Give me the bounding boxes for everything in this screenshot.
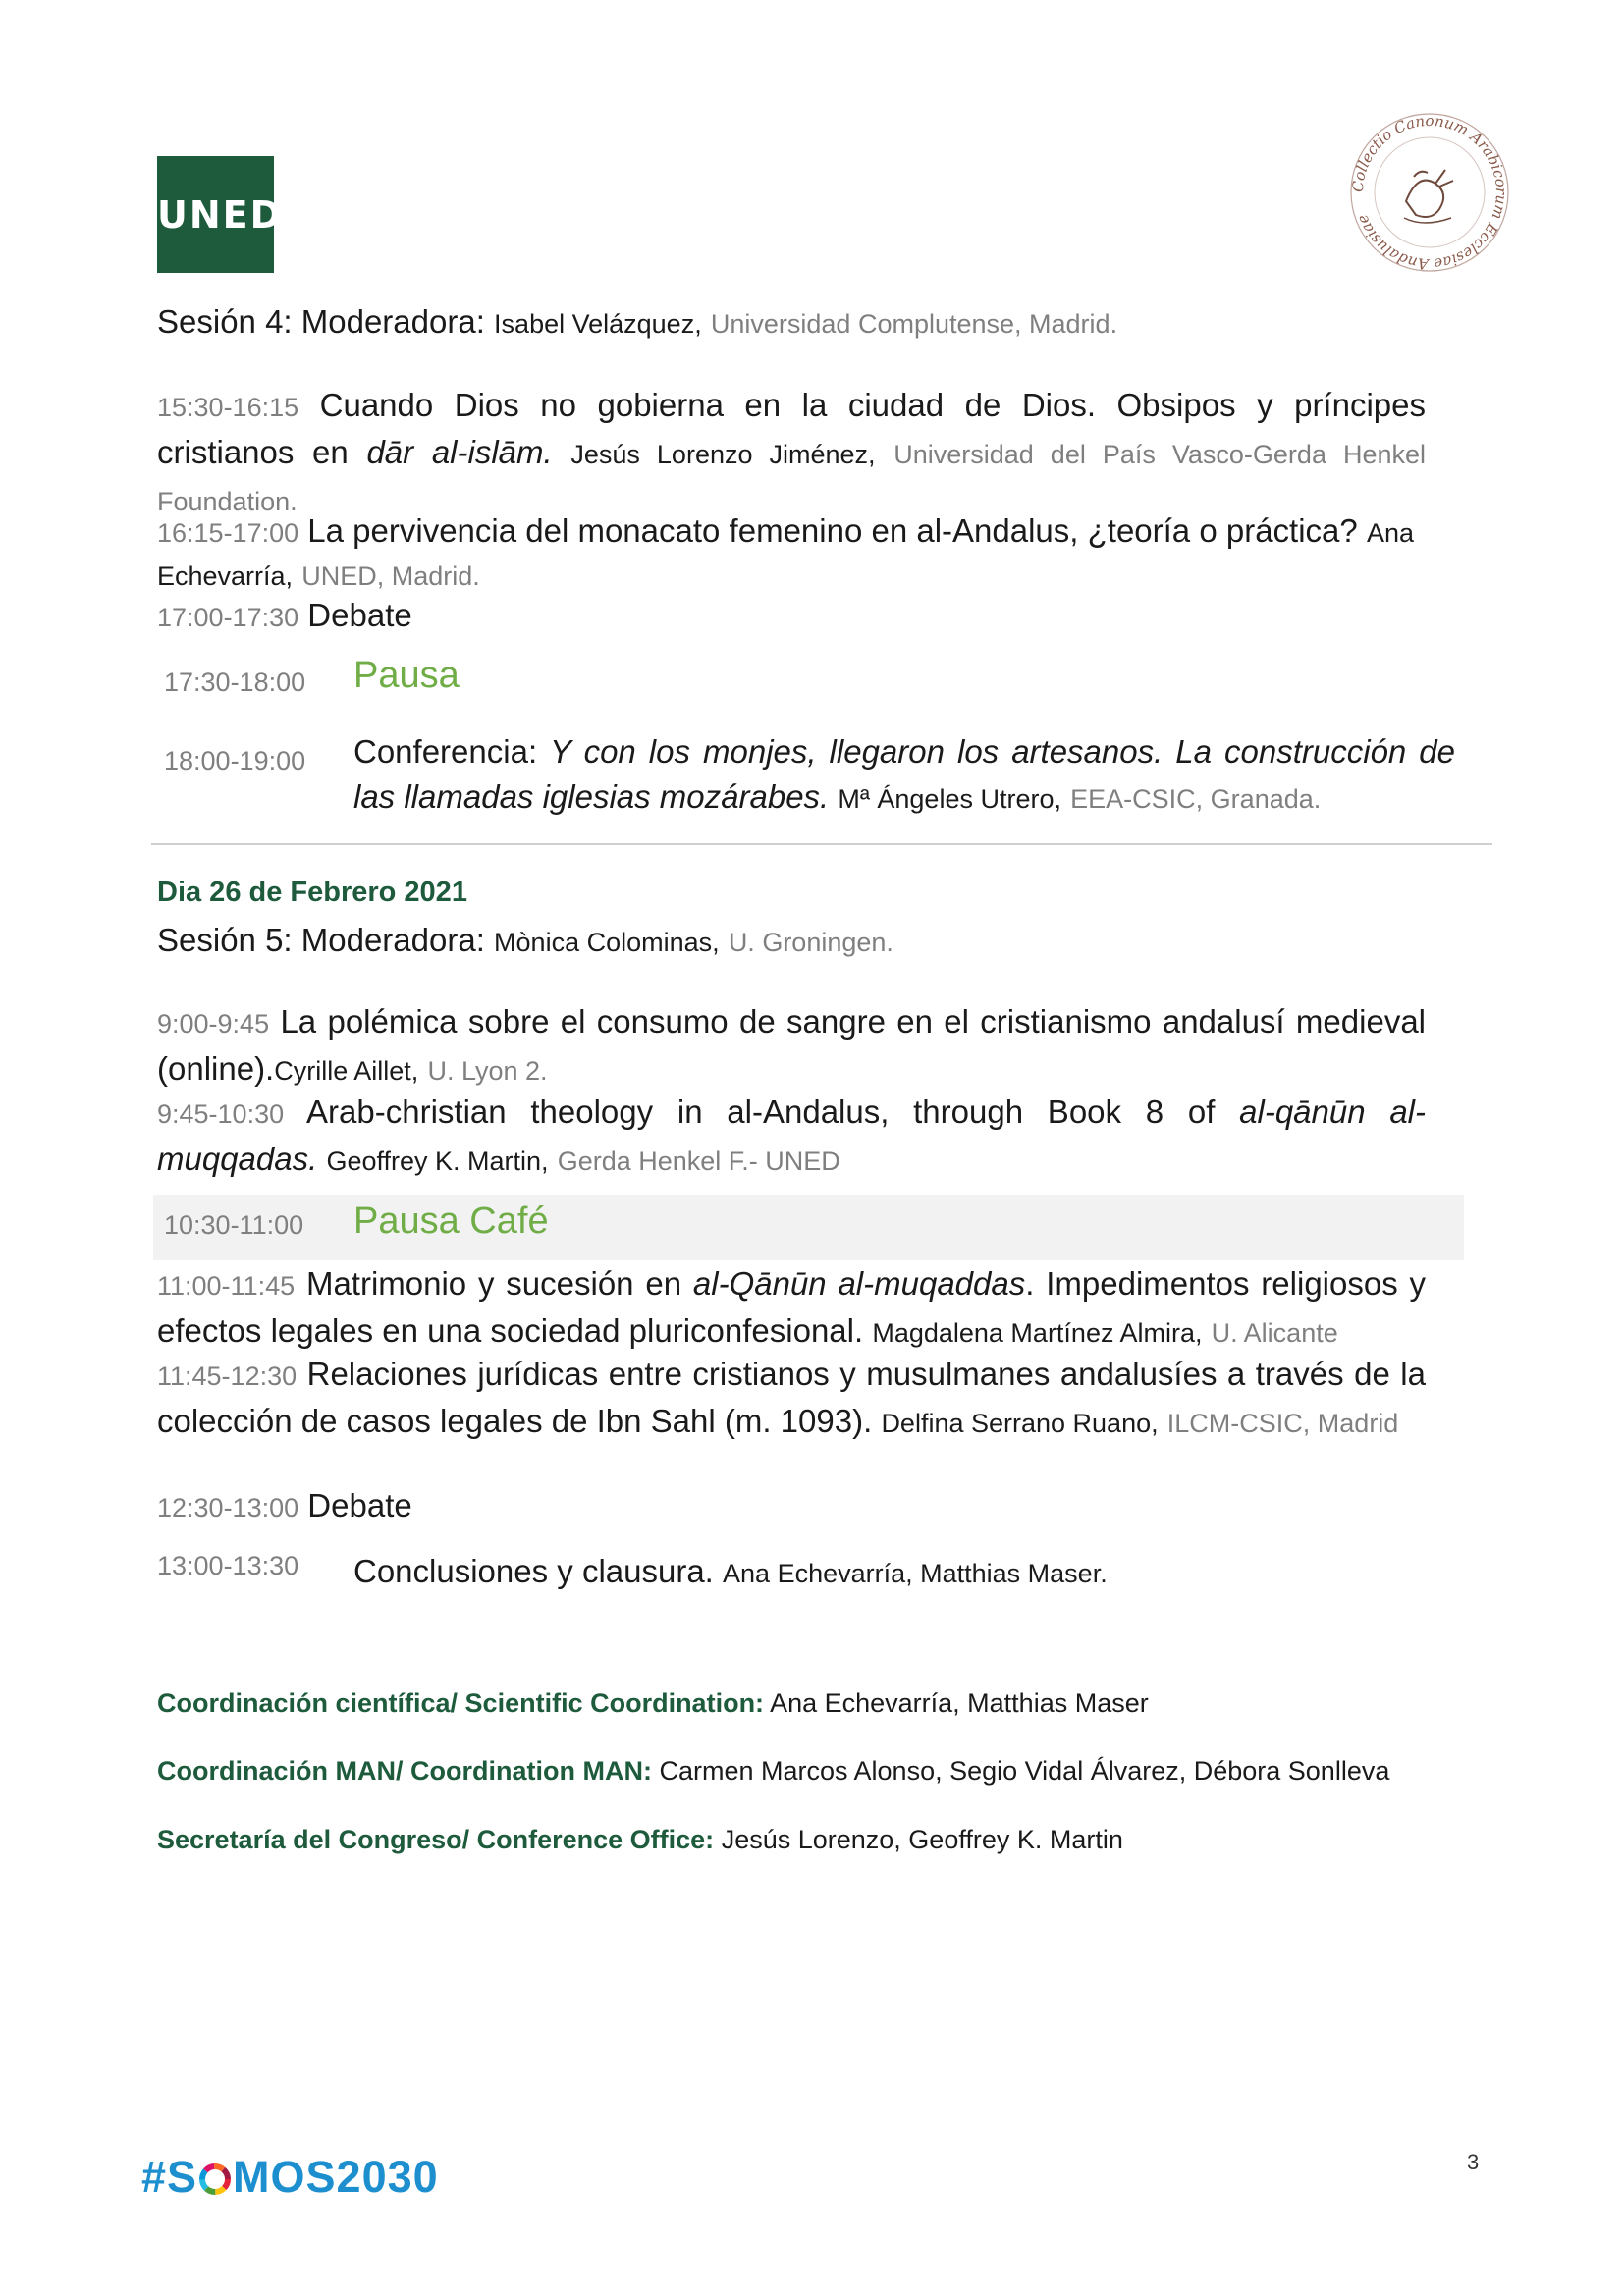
talk-sangre — [157, 999, 1426, 1094]
debate-time: 17:00-17:30 — [157, 603, 299, 632]
session5-moderator: Mònica Colominas, — [494, 928, 720, 957]
credit-value: Jesús Lorenzo, Geoffrey K. Martin — [721, 1825, 1123, 1854]
hashtag-prefix: #S — [141, 2152, 198, 2202]
talk-speaker: Geoffrey K. Martin, — [326, 1147, 549, 1176]
uned-logo-text: UNED — [157, 193, 284, 237]
talk-speaker: Ana Echevarría, — [157, 518, 1414, 591]
session4-moderator: Isabel Velázquez, — [494, 309, 702, 339]
debate-label: Debate — [307, 597, 412, 633]
credit-value: Ana Echevarría, Matthias Maser — [770, 1688, 1149, 1718]
conference-entry — [353, 729, 1455, 822]
credit-value: Carmen Marcos Alonso, Segio Vidal Álvarez, Débora Sonlleva — [659, 1756, 1390, 1786]
conference-time: 18:00-19:00 — [164, 746, 306, 775]
talk-theology — [157, 1090, 1426, 1184]
talk-title: Relaciones jurídicas entre cristianos y musulmanes andalusíes a través de la colección de casos legales de Ibn Sahl (m. 1093). — [157, 1356, 1426, 1439]
talk-affiliation: ILCM-CSIC, Madrid — [1166, 1409, 1399, 1438]
talk-title-rest: . Impedimentos religiosos y efectos legales en una sociedad pluriconfesional. — [157, 1265, 1427, 1349]
talk-monacato — [157, 510, 1430, 597]
pause-label: Pausa — [353, 655, 460, 696]
credit-label: Coordinación MAN/ Coordination MAN: — [157, 1756, 652, 1786]
day-heading: Dia 26 de Febrero 2021 — [157, 877, 467, 908]
conference-label: Conferencia: — [353, 733, 538, 770]
closing-speakers: Ana Echevarría, Matthias Maser. — [723, 1559, 1108, 1588]
talk-speaker: Magdalena Martínez Almira, — [872, 1318, 1203, 1348]
uned-logo — [157, 156, 284, 273]
talk-speaker: Jesús Lorenzo Jiménez, — [570, 440, 876, 469]
conference-affiliation: EEA-CSIC, Granada. — [1070, 784, 1322, 814]
talk-time: 16:15-17:00 — [157, 518, 299, 548]
talk-time: 9:45-10:30 — [157, 1099, 285, 1129]
credit-man — [157, 1756, 1389, 1787]
talk-time: 11:00-11:45 — [157, 1271, 296, 1301]
talk-title: Cuando Dios no gobierna en la ciudad de Dios. Obsipos y príncipes cristianos en — [157, 387, 1426, 470]
session4-affiliation: Universidad Complutense, Madrid. — [710, 309, 1118, 339]
hashtag-suffix: MOS2030 — [233, 2152, 439, 2202]
talk-title-italic: al-Qānūn al-muqaddas — [692, 1265, 1026, 1302]
session4-header — [157, 299, 1430, 347]
coffee-time: 10:30-11:00 — [164, 1210, 304, 1240]
talk-matrimonio — [157, 1261, 1426, 1356]
talk-affiliation: U. Alicante — [1211, 1318, 1338, 1348]
credit-scientific — [157, 1688, 1149, 1719]
talk-time: 9:00-9:45 — [157, 1009, 270, 1039]
talk-title: La polémica sobre el consumo de sangre en el cristianismo andalusí medieval (online). — [157, 1003, 1426, 1087]
section-divider — [151, 843, 1492, 845]
collectio-seal-logo — [1345, 108, 1514, 277]
coffee-break-row — [153, 1195, 1464, 1260]
closing-label: Conclusiones y clausura. — [353, 1553, 714, 1589]
talk-affiliation: UNED, Madrid. — [301, 561, 480, 591]
debate-row — [157, 1483, 1430, 1530]
closing-time: 13:00-13:30 — [157, 1551, 299, 1580]
sdg-wheel-icon — [198, 2163, 232, 2196]
talk-affiliation: U. Lyon 2. — [427, 1056, 548, 1086]
debate-label: Debate — [307, 1487, 412, 1523]
talk-title-italic: al-qānūn al-muqqadas. — [157, 1094, 1426, 1177]
coffee-label: Pausa Café — [353, 1201, 549, 1242]
credit-label: Secretaría del Congreso/ Conference Office: — [157, 1825, 715, 1854]
talk-time: 15:30-16:15 — [157, 393, 299, 422]
talk-ibn-sahl — [157, 1352, 1426, 1446]
talk-title: La pervivencia del monacato femenino en al-Andalus, ¿teoría o práctica? — [307, 512, 1358, 549]
somos2030-logo — [141, 2152, 439, 2203]
conference-title: Y con los monjes, llegaron los artesanos. La construcción de las llamadas iglesias mozárabes. — [353, 733, 1456, 815]
talk-title-italic: dār al-islām. — [366, 434, 553, 470]
talk-title: Matrimonio y sucesión en — [305, 1265, 682, 1302]
talk-speaker: Cyrille Aillet, — [274, 1056, 419, 1086]
conference-speaker: Mª Ángeles Utrero, — [838, 784, 1061, 814]
session5-label: Sesión 5: Moderadora: — [157, 922, 485, 958]
debate-row — [157, 593, 1430, 640]
debate-time: 12:30-13:00 — [157, 1493, 299, 1522]
talk-affiliation: Universidad del País Vasco-Gerda Henkel Foundation. — [157, 440, 1427, 516]
talk-affiliation: Gerda Henkel F.- UNED — [557, 1147, 840, 1176]
session4-label: Sesión 4: Moderadora: — [157, 303, 485, 340]
talk-speaker: Delfina Serrano Ruano, — [881, 1409, 1159, 1438]
credit-label: Coordinación científica/ Scientific Coordination: — [157, 1688, 765, 1718]
svg-text:Collectio Canonum Arabicorum E: Collectio Canonum Arabicorum Ecclesiae Andalusiae — [1348, 111, 1511, 274]
talk-time: 11:45-12:30 — [157, 1362, 298, 1391]
closing-entry — [353, 1549, 1108, 1596]
talk-dios-ciudad — [157, 383, 1426, 524]
session5-affiliation: U. Groningen. — [728, 928, 893, 957]
session5-header — [157, 918, 1430, 965]
talk-title: Arab-christian theology in al-Andalus, through Book 8 of — [306, 1094, 1216, 1130]
credit-office — [157, 1825, 1123, 1855]
pause-time: 17:30-18:00 — [164, 667, 306, 697]
page-number: 3 — [1467, 2150, 1480, 2174]
